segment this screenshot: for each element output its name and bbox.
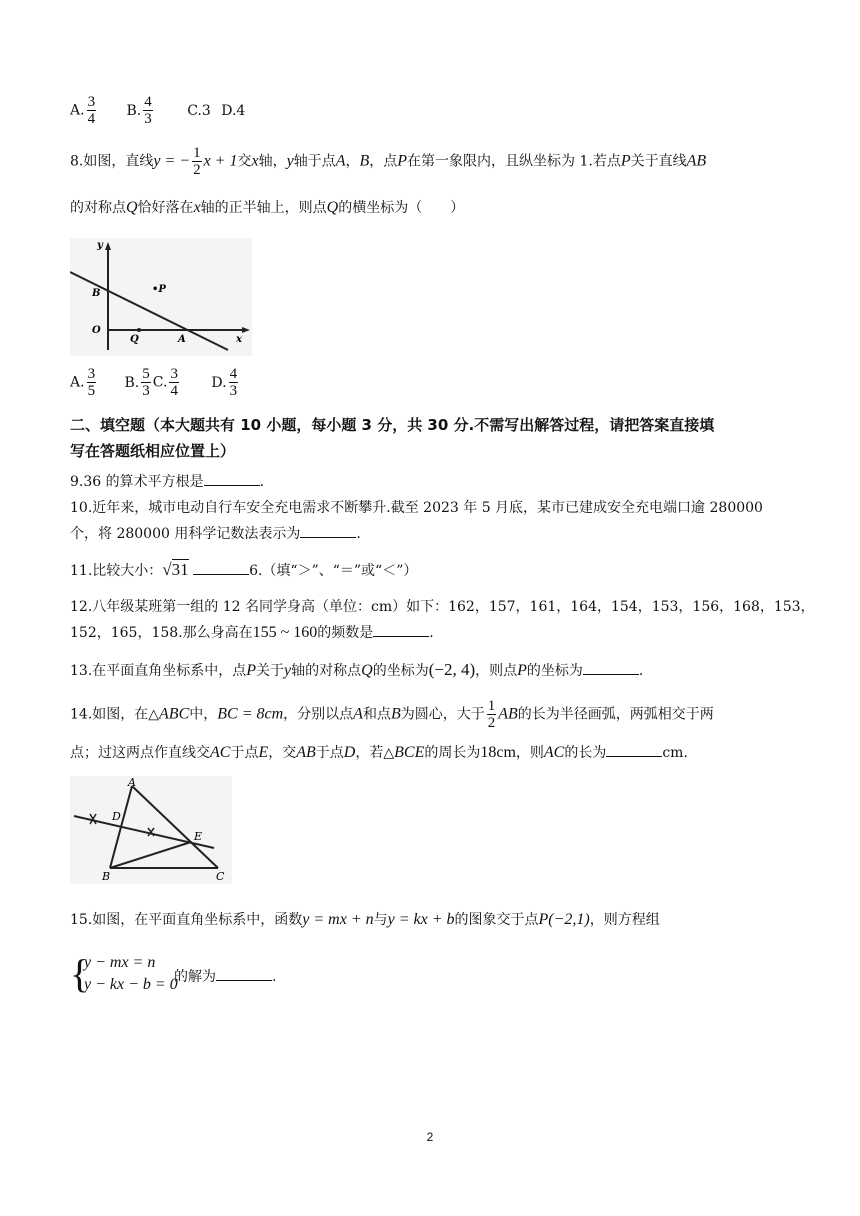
q8-line2: 的对称点Q恰好落在x轴的正半轴上，则点Q的横坐标为（ ） xyxy=(70,199,465,216)
fig8-label-b: B xyxy=(92,288,101,299)
option-d: D.4 xyxy=(221,102,246,119)
q14-figure xyxy=(70,776,232,884)
section-2-heading-line2: 写在答题纸相应位置上） xyxy=(70,442,236,460)
fig8-label-a: A xyxy=(178,334,186,345)
fig14-label-d: D xyxy=(112,810,121,823)
fig8-label-x: x xyxy=(236,334,242,345)
q8-options: A. $\frac{3}{5}$ B. $\frac{5}{3}$ C. $\frac{3}{4}$ D. $\frac{4}{3}$ xyxy=(70,366,238,399)
q15-line1: 15.如图，在平面直角坐标系中，函数y = mx + n与y = kx + b的图象交于点P(−2,1)，则方程组 xyxy=(70,911,660,928)
q8-line1: 8.如图，直线y = − $\frac{1}{2}$ x + 1交x轴，y轴于点A，B，点P在第一象限内，且纵坐标为 1.若点P关于直线AB xyxy=(70,145,707,178)
q10-line1: 10.近年来，城市电动自行车安全充电需求不断攀升.截至 2023 年 5 月底，某市已建成安全充电端口逾 280000 xyxy=(70,500,763,516)
fig14-label-e: E xyxy=(194,830,203,843)
fig14-label-b: B xyxy=(102,870,111,883)
option-c: C.3 xyxy=(187,102,211,119)
fig14-label-c: C xyxy=(216,870,225,883)
system-eq1: y − mx = n xyxy=(84,954,156,971)
q12-line2: 152，165，158.那么身高在155 ~ 160的频数是 . xyxy=(70,624,434,641)
fig8-label-q: Q xyxy=(130,334,139,345)
fig8-label-o: O xyxy=(92,325,101,336)
q7-options xyxy=(70,94,245,127)
q10-line2: 个，将 280000 用科学记数法表示为 . xyxy=(70,523,361,543)
option-b-fraction: $\frac{4}{3}$ xyxy=(144,94,152,127)
option-b-label: B. xyxy=(126,102,142,119)
q11: 11.比较大小：√31 6.（填“＞”、“＝”或“＜”） xyxy=(70,560,418,579)
system-brace: { xyxy=(70,951,90,996)
q9: 9.36 的算术平方根是 . xyxy=(70,471,264,491)
fig8-label-y: y xyxy=(97,240,103,251)
option-a-fraction: $\frac{3}{4}$ xyxy=(87,94,96,127)
q8-figure xyxy=(70,238,252,356)
fig14-label-a: A xyxy=(128,776,136,789)
q12-line1: 12.八年级某班第一组的 12 名同学身高（单位：cm）如下：162，157，161，164，154，153，156，168，153， xyxy=(70,599,815,615)
section-2-heading-line1: 二、填空题（本大题共有 10 小题，每小题 3 分，共 30 分.不需写出解答过程，请把答案直接填 xyxy=(70,416,715,434)
q13: 13.在平面直角坐标系中，点P关于y轴的对称点Q的坐标为(−2, 4)，则点P的坐标为 . xyxy=(70,660,644,679)
fig8-label-p: •P xyxy=(152,284,166,295)
q14-line2: 点；过这两点作直线交AC于点E，交AB于点D，若△BCE的周长为18cm，则AC的长为 cm. xyxy=(70,744,688,761)
q14-line1: 14.如图，在△ABC中，BC = 8cm，分别以点A和点B为圆心，大于 $\frac{1}{2}$ AB的长为半径画弧，两弧相交于两 xyxy=(70,698,714,731)
option-a-label: A. xyxy=(70,102,85,119)
page-number: 2 xyxy=(426,1130,434,1144)
system-eq2: y − kx − b = 0 xyxy=(84,976,178,993)
